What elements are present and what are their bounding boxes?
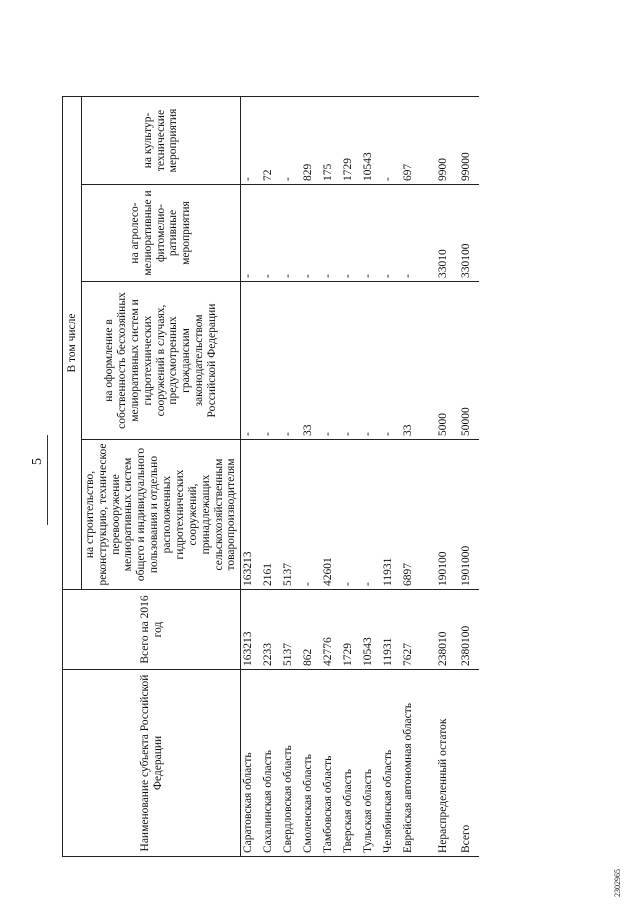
cell-total: 5137 (281, 590, 301, 670)
cell-culturtech: 697 (401, 97, 433, 185)
cell-construction: - (341, 440, 361, 590)
cell-subject: Смоленская область (301, 670, 321, 857)
cell-ownership: - (261, 282, 281, 440)
cell-construction: - (361, 440, 381, 590)
table-row (241, 97, 262, 857)
header-agroforest: на агролесо-мелиоративные и фитомелио-ративные мероприятия (82, 185, 241, 282)
cell-culturtech: 99000 (456, 97, 479, 185)
header-ownership: на оформление в собственность бесхозяйных мелиоративных систем и гидротехнических сооружений в случаях, предусмотренных гражданским законодательством Российской Федерации (82, 282, 241, 440)
cell-agroforest: - (401, 185, 433, 282)
header-construction: на строительство, реконструкцию, техническое перевооружение мелиоративных систем общего и индивидуального пользования и отдельно расположенных гидротехнических сооружений, принадлежащих сельскохозяйственным товаропроизводителям (82, 440, 241, 590)
cell-agroforest: 33010 (433, 185, 456, 282)
cell-culturtech: 10543 (361, 97, 381, 185)
cell-construction: 163213 (241, 440, 262, 590)
table-row (361, 97, 381, 857)
cell-agroforest: - (301, 185, 321, 282)
cell-ownership: - (381, 282, 401, 440)
header-subject: Наименование субъекта Российской Федерации (63, 670, 241, 857)
table-row (301, 97, 321, 857)
cell-construction: 1901000 (456, 440, 479, 590)
cell-culturtech: 1729 (341, 97, 361, 185)
cell-ownership: - (321, 282, 341, 440)
cell-ownership: - (361, 282, 381, 440)
cell-ownership: 50000 (456, 282, 479, 440)
cell-agroforest: - (321, 185, 341, 282)
cell-ownership: - (281, 282, 301, 440)
cell-agroforest: 330100 (456, 185, 479, 282)
cell-agroforest: - (281, 185, 301, 282)
cell-culturtech: 175 (321, 97, 341, 185)
cell-agroforest: - (341, 185, 361, 282)
cell-culturtech: 72 (261, 97, 281, 185)
cell-construction: 6897 (401, 440, 433, 590)
cell-total: 163213 (241, 590, 262, 670)
cell-agroforest: - (261, 185, 281, 282)
table-row (381, 97, 401, 857)
cell-agroforest: - (361, 185, 381, 282)
cell-total: 862 (301, 590, 321, 670)
cell-total: 11931 (381, 590, 401, 670)
cell-total: 2380100 (456, 590, 479, 670)
table-row (401, 97, 433, 857)
table-row (433, 97, 456, 857)
table-header (63, 97, 241, 857)
header-culturtech: на культур-технические мероприятия (82, 97, 241, 185)
cell-ownership: 5000 (433, 282, 456, 440)
cell-subject: Еврейская автономная область (401, 670, 433, 857)
cell-subject: Тульская область (361, 670, 381, 857)
cell-total: 2233 (261, 590, 281, 670)
cell-subject: Тамбовская область (321, 670, 341, 857)
cell-subject: Челябинская область (381, 670, 401, 857)
cell-culturtech: - (381, 97, 401, 185)
cell-culturtech: - (281, 97, 301, 185)
cell-construction: 190100 (433, 440, 456, 590)
cell-subject: Тверская область (341, 670, 361, 857)
document-code: 2302965 (613, 869, 622, 897)
table-body (241, 97, 480, 857)
cell-construction: 5137 (281, 440, 301, 590)
cell-subject: Сахалинская область (261, 670, 281, 857)
cell-subject: Всего (456, 670, 479, 857)
cell-culturtech: 9900 (433, 97, 456, 185)
cell-construction: 42601 (321, 440, 341, 590)
table-row (321, 97, 341, 857)
cell-ownership: 33 (301, 282, 321, 440)
cell-construction: - (301, 440, 321, 590)
cell-subject: Свердловская область (281, 670, 301, 857)
cell-agroforest: - (241, 185, 262, 282)
cell-total: 1729 (341, 590, 361, 670)
header-total-2016: Всего на 2016 год (63, 590, 241, 670)
table-row (456, 97, 479, 857)
cell-total: 7627 (401, 590, 433, 670)
cell-total: 238010 (433, 590, 456, 670)
cell-subject: Нераспределенный остаток (433, 670, 456, 857)
cell-agroforest: - (381, 185, 401, 282)
cell-ownership: - (341, 282, 361, 440)
table-row (281, 97, 301, 857)
allocation-table (62, 96, 479, 857)
page-number: 5 (30, 458, 45, 465)
separator-line (47, 435, 48, 525)
header-group: В том числе (63, 97, 82, 590)
cell-construction: 11931 (381, 440, 401, 590)
cell-culturtech: 829 (301, 97, 321, 185)
cell-total: 42776 (321, 590, 341, 670)
cell-total: 10543 (361, 590, 381, 670)
table-row (261, 97, 281, 857)
table-row (341, 97, 361, 857)
cell-ownership: - (241, 282, 262, 440)
cell-ownership: 33 (401, 282, 433, 440)
cell-subject: Саратовская область (241, 670, 262, 857)
cell-culturtech: - (241, 97, 262, 185)
cell-construction: 2161 (261, 440, 281, 590)
